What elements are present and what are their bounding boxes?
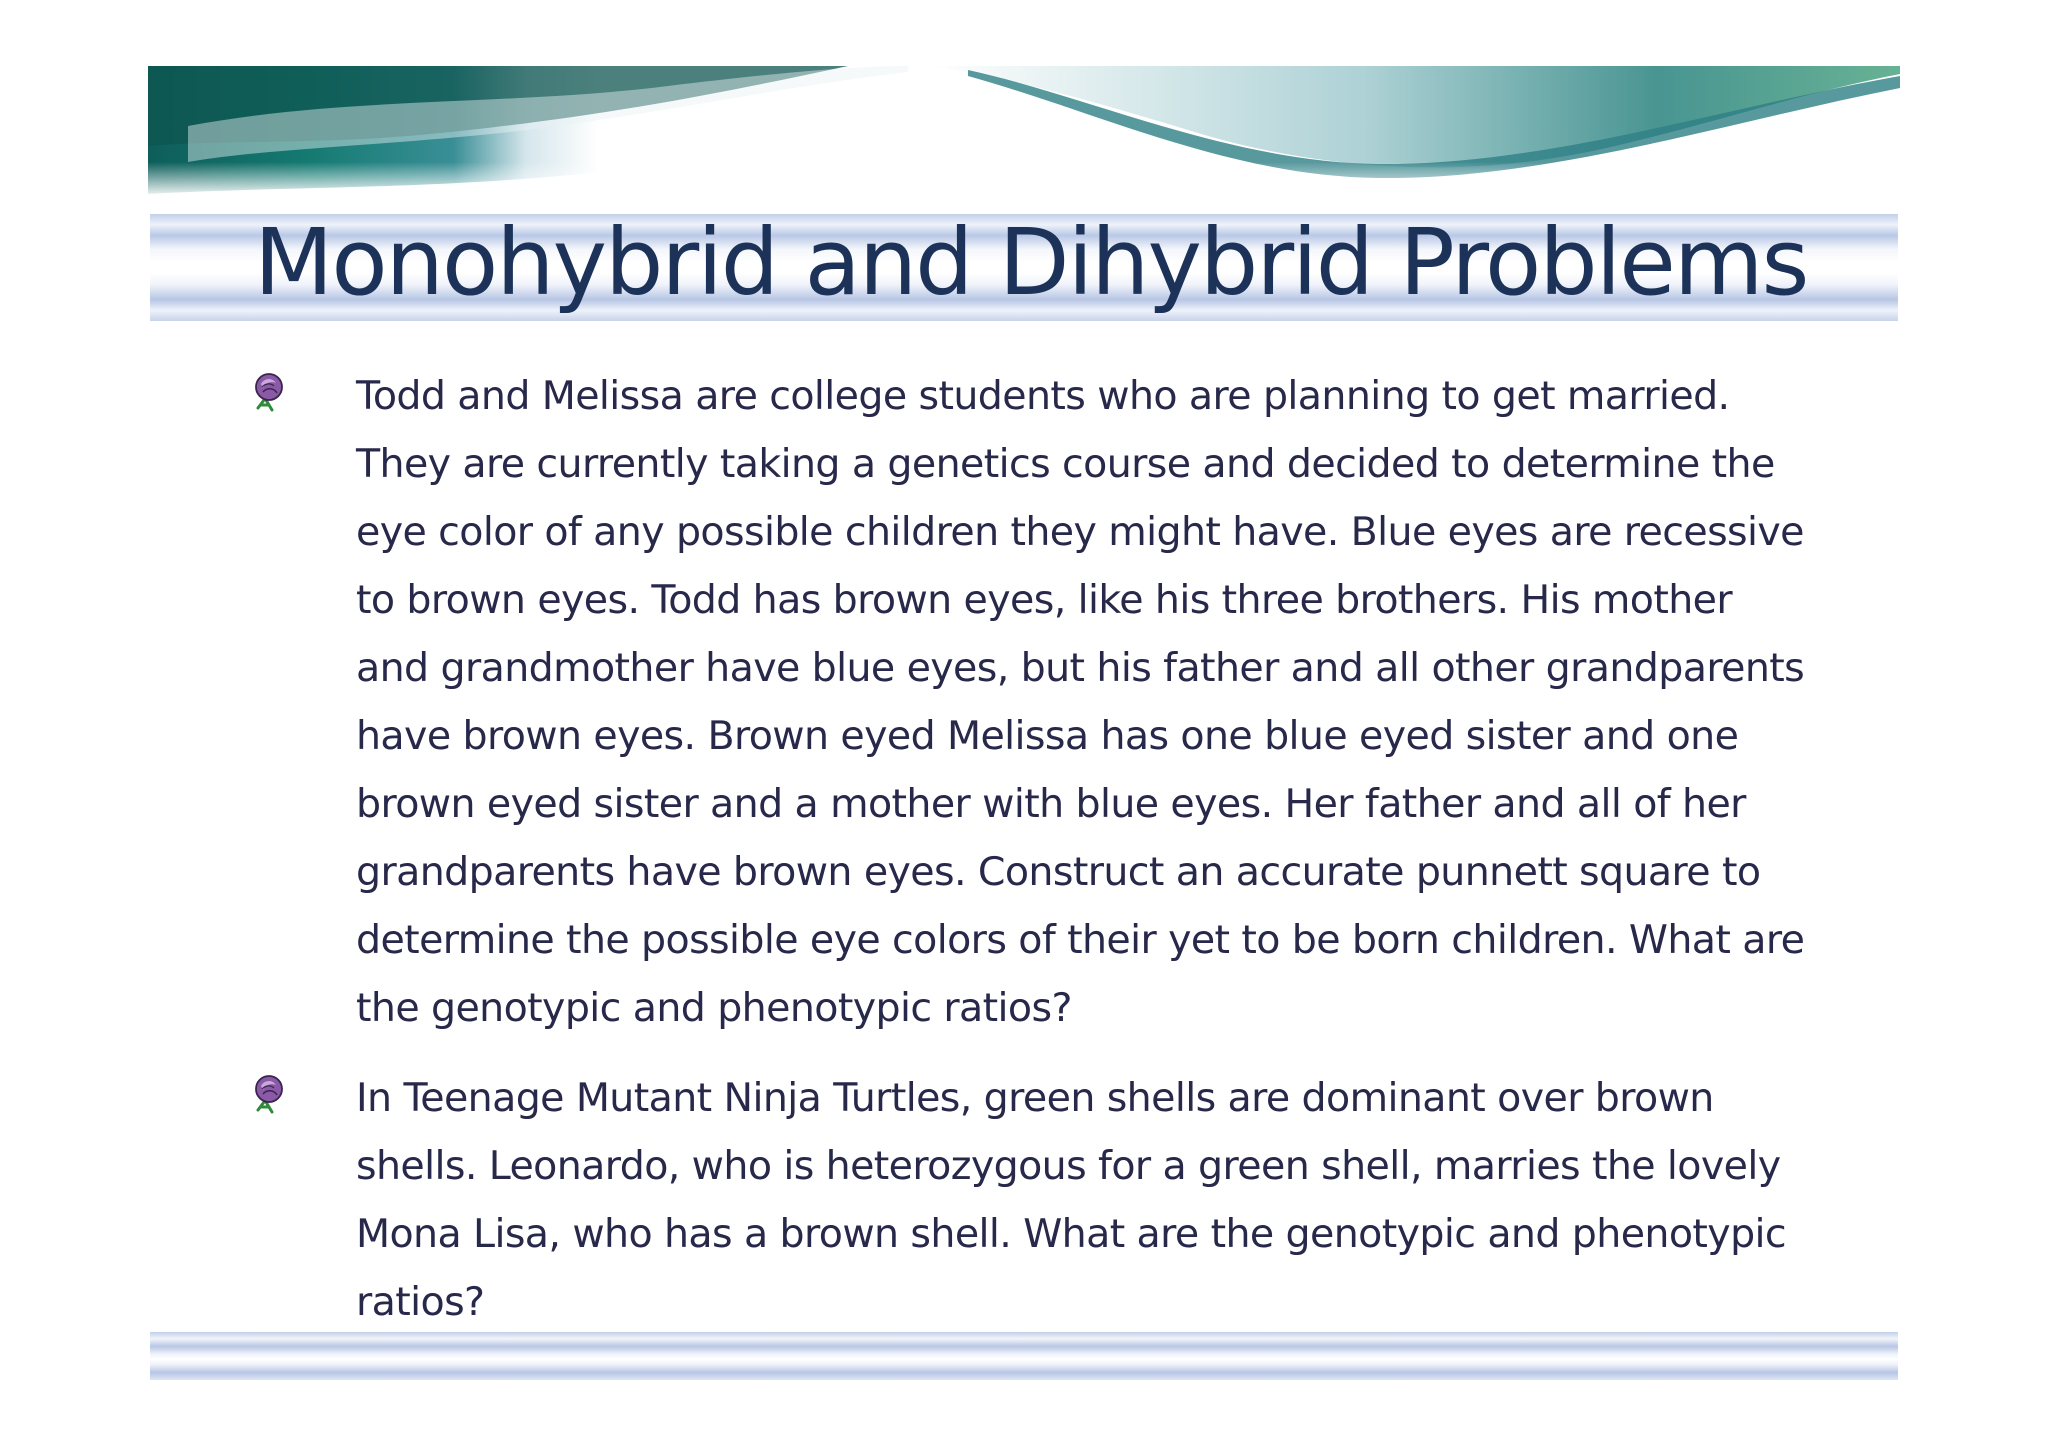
footer-band (150, 1332, 1898, 1380)
wave-graphic (148, 66, 1900, 194)
list-item (252, 362, 1812, 1042)
purple-flower-icon (252, 372, 286, 412)
header-wave-banner (148, 66, 1900, 194)
slide-title: Monohybrid and Dihybrid Problems (254, 209, 1808, 316)
bullet-text: In Teenage Mutant Ninja Turtles, green shells are dominant over brown shells. Leonardo, who is heterozygous for a green shell, marries the lovely Mona Lisa, who has a brown shell. What are the genotypic and phenotypic ratios? (356, 1075, 1787, 1325)
bullet-text: Todd and Melissa are college students who are planning to get married. They are currently taking a genetics course and decided to determine the eye color of any possible children they might have. Blue eyes are recessive to brown eyes. Todd has brown eyes, like his three brothers. His mother and grandmother have blue eyes, but his father and all other grandparents have brown eyes. Brown eyed Melissa has one blue eyed sister and one brown eyed sister and a mother with blue eyes. Her father and all of her grandparents have brown eyes. Construct an accurate punnett square to determine the possible eye colors of their yet to be born children. What are the genotypic and phenotypic ratios? (356, 373, 1805, 1031)
bullet-list (252, 362, 1812, 1358)
list-item (252, 1064, 1812, 1336)
purple-flower-icon (252, 1074, 286, 1114)
